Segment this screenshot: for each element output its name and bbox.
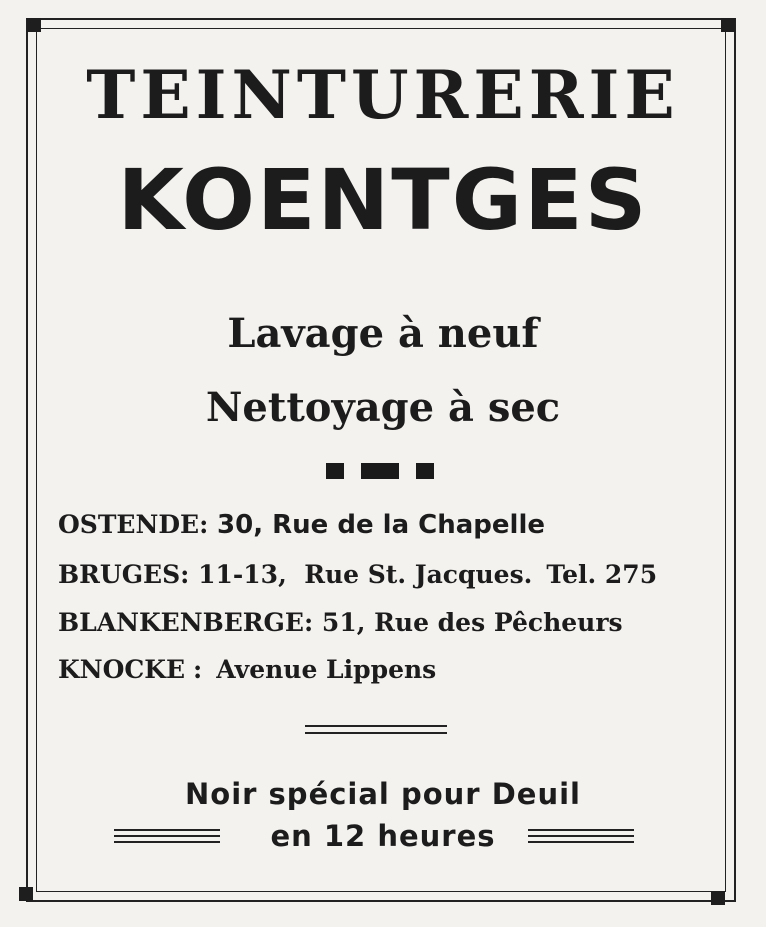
footer-rule-left-bottom: [114, 841, 220, 843]
address-city: KNOCKE: [58, 655, 186, 684]
address-bruges: [58, 562, 718, 587]
service-nettoyage: Nettoyage à sec: [205, 384, 561, 431]
address-city: OSTENDE: [58, 510, 200, 539]
separator-rule-top: [305, 725, 447, 727]
address-separator: :: [180, 560, 190, 589]
divider-block-left: [326, 463, 344, 479]
footer-rule-left-top: [114, 829, 220, 831]
divider-block-center: [361, 463, 399, 479]
corner-ornament-top-left: [27, 18, 41, 32]
footer-deuil: Noir spécial pour Deuil: [185, 777, 581, 811]
footer-rule-right-top: [528, 829, 634, 831]
separator-rule-bottom: [305, 732, 447, 734]
divider-block-right: [416, 463, 434, 479]
service-lavage: Lavage à neuf: [227, 310, 539, 357]
address-knocke: [58, 657, 718, 682]
address-city: BLANKENBERGE: [58, 608, 304, 637]
title-koentges: KOENTGES: [117, 151, 649, 249]
address-blankenberge: [58, 610, 718, 635]
footer-rule-right-mid: [528, 835, 634, 837]
title-teinturerie: TEINTURERIE: [86, 56, 680, 134]
corner-ornament-bottom-left: [19, 887, 33, 901]
address-detail: 51, Rue des Pêcheurs: [321, 608, 623, 637]
corner-ornament-top-right: [721, 18, 735, 32]
address-separator: :: [303, 608, 314, 637]
footer-rule-left-mid: [114, 835, 220, 837]
corner-ornament-bottom-right: [711, 891, 725, 905]
footer-rule-right-bottom: [528, 841, 634, 843]
address-city: BRUGES: [58, 560, 181, 589]
address-detail: Avenue Lippens: [216, 655, 437, 684]
footer-12-heures: en 12 heures: [270, 819, 496, 853]
address-ostende: [58, 512, 718, 538]
address-detail: 30, Rue de la Chapelle: [217, 510, 546, 540]
address-separator: :: [199, 510, 209, 539]
address-phone: Tel. 275: [546, 560, 658, 589]
address-separator: :: [193, 655, 203, 684]
address-detail: 11-13, Rue St. Jacques.: [198, 560, 533, 589]
